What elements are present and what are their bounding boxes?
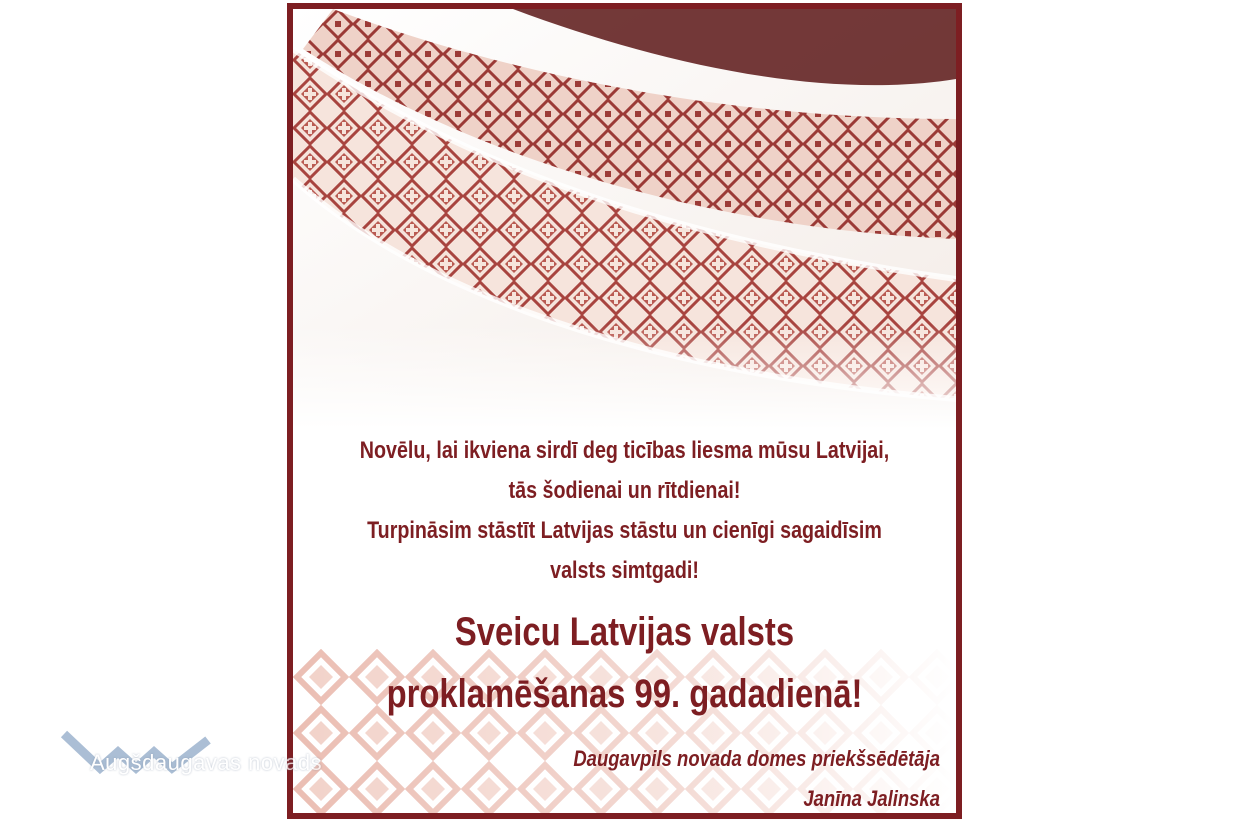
watermark-logo-icon	[60, 728, 220, 788]
message-line-3: Turpināsim stāstīt Latvijas stāstu un cienīgi sagaidīsim	[367, 517, 882, 544]
signature-block	[503, 739, 940, 819]
greeting-card	[287, 3, 962, 819]
greeting-message	[353, 431, 897, 591]
signature-title: Daugavpils novada domes priekšsēdētāja	[573, 746, 940, 771]
message-line-1: Novēlu, lai ikviena sirdī deg ticības liesma mūsu Latvijai,	[359, 437, 890, 464]
message-line-4: valsts simtgadi!	[550, 557, 699, 584]
signature-name: Janīna Jalinska	[803, 786, 940, 811]
headline	[353, 601, 897, 725]
headline-line-2: proklamēšanas 99. gadadienā!	[386, 672, 863, 716]
watermark-text: Augšdaugavas novads	[90, 750, 323, 775]
headline-line-1: Sveicu Latvijas valsts	[454, 610, 795, 654]
woven-ribbon-image	[293, 9, 956, 429]
message-line-2: tās šodienai un rītdienai!	[508, 477, 741, 504]
